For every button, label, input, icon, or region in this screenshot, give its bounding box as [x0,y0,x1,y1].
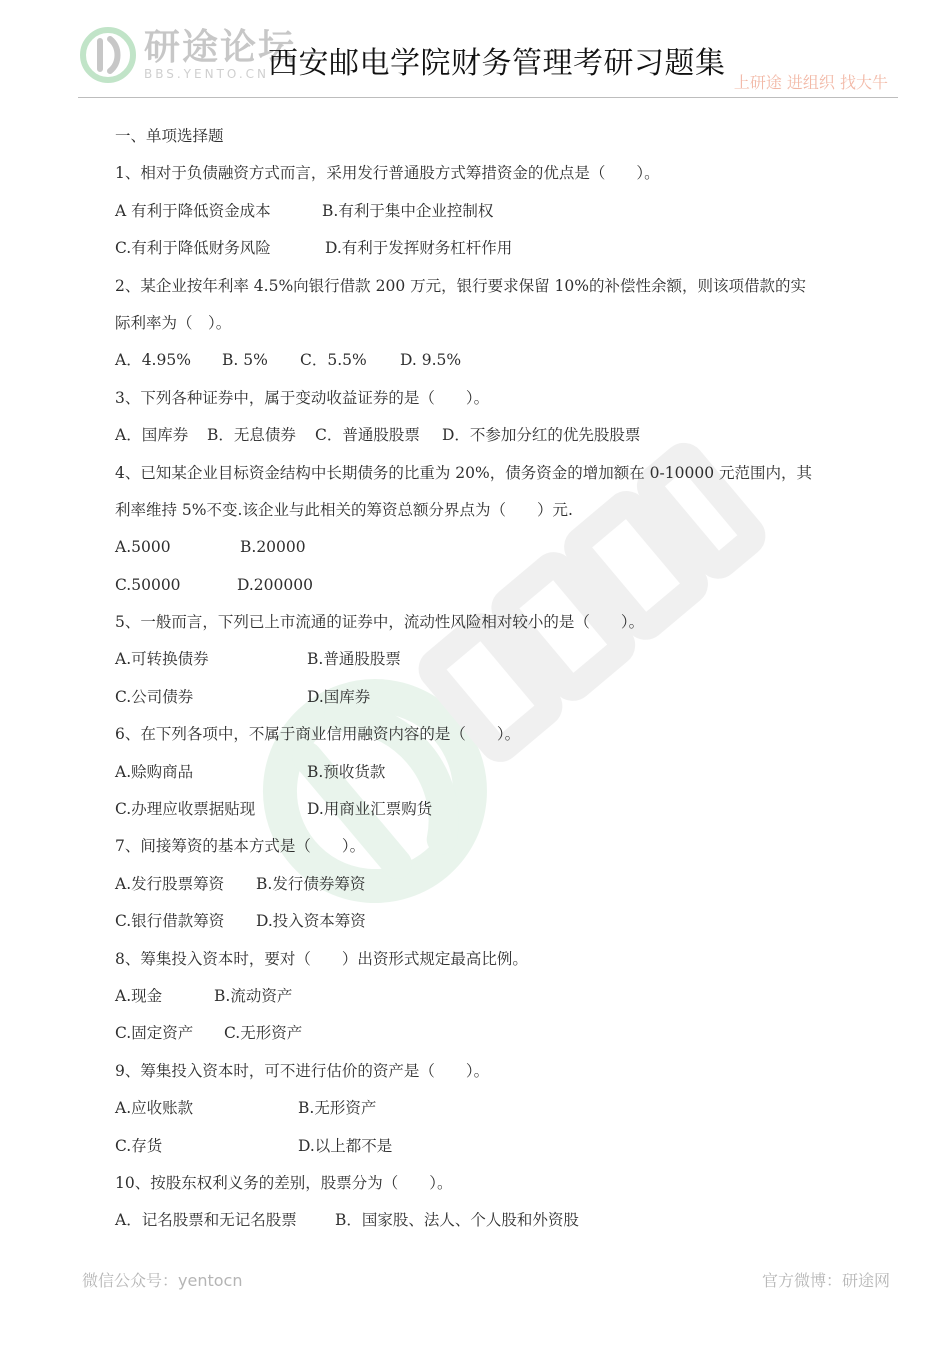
answer-option: C.办理应收票据贴现 [115,800,256,819]
question-stem: 际利率为（ ）。 [115,313,232,332]
answer-option: B.20000 [240,538,306,557]
answer-option: B.预收货款 [307,762,386,781]
answer-option: A.赊购商品 [115,762,194,781]
answer-option: D.以上都不是 [298,1136,393,1155]
question-item [115,159,855,271]
answer-option: D.用商业汇票购货 [307,800,433,819]
question-item [115,832,855,944]
option-row [115,571,855,608]
option-row [115,683,855,720]
answer-option: B.流动资产 [214,986,293,1005]
option-row [115,1019,855,1056]
answer-option: B．无息债券 [207,426,296,445]
header-slogan: 上研途 进组织 找大牛 [733,73,888,92]
option-row [115,870,855,907]
answer-option: D.国库券 [307,687,371,706]
page-header [0,0,950,100]
option-row [115,645,855,682]
answer-option: A.发行股票筹资 [115,874,225,893]
answer-option: D.投入资本筹资 [256,912,366,931]
answer-option: A．国库券 [115,426,189,445]
question-content [115,122,855,1244]
option-row [115,1094,855,1131]
option-row [115,1132,855,1169]
question-item [115,608,855,720]
question-stem: 2、某企业按年利率 4.5%向银行借款 200 万元，银行要求保留 10%的补偿性余额，则该项借款的实 [115,276,806,295]
logo-english-text: BBS.YENTO.CN [144,67,270,81]
question-item [115,720,855,832]
answer-option: B．国家股、法人、个人股和外资股 [335,1211,579,1230]
answer-option: C.银行借款筹资 [115,912,225,931]
answer-option: B.有利于集中企业控制权 [322,201,494,220]
option-row [115,197,855,234]
option-row [115,907,855,944]
header-divider [78,97,898,98]
option-row [115,234,855,271]
question-stem: 5、一般而言，下列已上市流通的证券中，流动性风险相对较小的是（ ）。 [115,613,645,632]
option-row [115,758,855,795]
question-stem: 3、下列各种证券中，属于变动收益证券的是（ ）。 [115,388,490,407]
option-row [115,346,855,383]
logo-chinese-text: 研途论坛 [144,27,297,68]
footer-wechat: 微信公众号：yentocn [82,1271,243,1290]
question-item [115,272,855,384]
answer-option: B.普通股股票 [307,650,401,669]
question-stem: 10、按股东权利义务的差别，股票分为（ ）。 [115,1173,453,1192]
question-item [115,1169,855,1244]
question-item [115,945,855,1057]
question-stem: 利率维持 5%不变.该企业与此相关的筹资总额分界点为（ ）元. [115,500,573,519]
document-title: 西安邮电学院财务管理考研习题集 [268,46,726,81]
answer-option: C．5.5% [300,351,367,370]
footer-weibo: 官方微博：研途网 [761,1271,890,1290]
option-row [115,421,855,458]
answer-option: A 有利于降低资金成本 [115,201,271,220]
question-stem: 4、已知某企业目标资金结构中长期债务的比重为 20%，债务资金的增加额在 0-10000 元范围内，其 [115,463,813,482]
answer-option: C.50000 [115,575,181,594]
question-stem: 8、筹集投入资本时，要对（ ）出资形式规定最高比例。 [115,949,528,968]
question-item [115,459,855,609]
answer-option: D.200000 [237,575,313,594]
answer-option: C.固定资产 [115,1024,194,1043]
answer-option: D.有利于发挥财务杠杆作用 [325,239,513,258]
section-title: 一、单项选择题 [115,127,224,145]
answer-option: D. 9.5% [400,351,462,370]
question-stem: 6、在下列各项中，不属于商业信用融资内容的是（ ）。 [115,725,521,744]
question-stem: 9、筹集投入资本时，可不进行估价的资产是（ ）。 [115,1061,490,1080]
answer-option: C.公司债券 [115,687,194,706]
answer-option: C.无形资产 [224,1024,303,1043]
question-item [115,1057,855,1169]
answer-option: B.无形资产 [298,1099,377,1118]
answer-option: D．不参加分红的优先股股票 [442,426,641,445]
answer-option: C.有利于降低财务风险 [115,239,271,258]
answer-option: B. 5% [222,351,268,370]
answer-option: A．4.95% [115,351,191,370]
option-row [115,1206,855,1243]
logo-icon [80,27,136,83]
option-row [115,982,855,1019]
answer-option: C．普通股股票 [315,426,420,445]
question-stem: 1、相对于负债融资方式而言，采用发行普通股方式筹措资金的优点是（ ）。 [115,164,660,183]
answer-option: A.可转换债券 [115,650,209,669]
question-stem: 7、间接筹资的基本方式是（ ）。 [115,837,366,856]
answer-option: A．记名股票和无记名股票 [115,1211,297,1230]
answer-option: A.应收账款 [115,1099,194,1118]
option-row [115,533,855,570]
answer-option: C.存货 [115,1136,163,1155]
question-item [115,384,855,459]
answer-option: A.现金 [115,986,163,1005]
answer-option: A.5000 [115,538,171,557]
answer-option: B.发行债券筹资 [256,874,366,893]
option-row [115,795,855,832]
